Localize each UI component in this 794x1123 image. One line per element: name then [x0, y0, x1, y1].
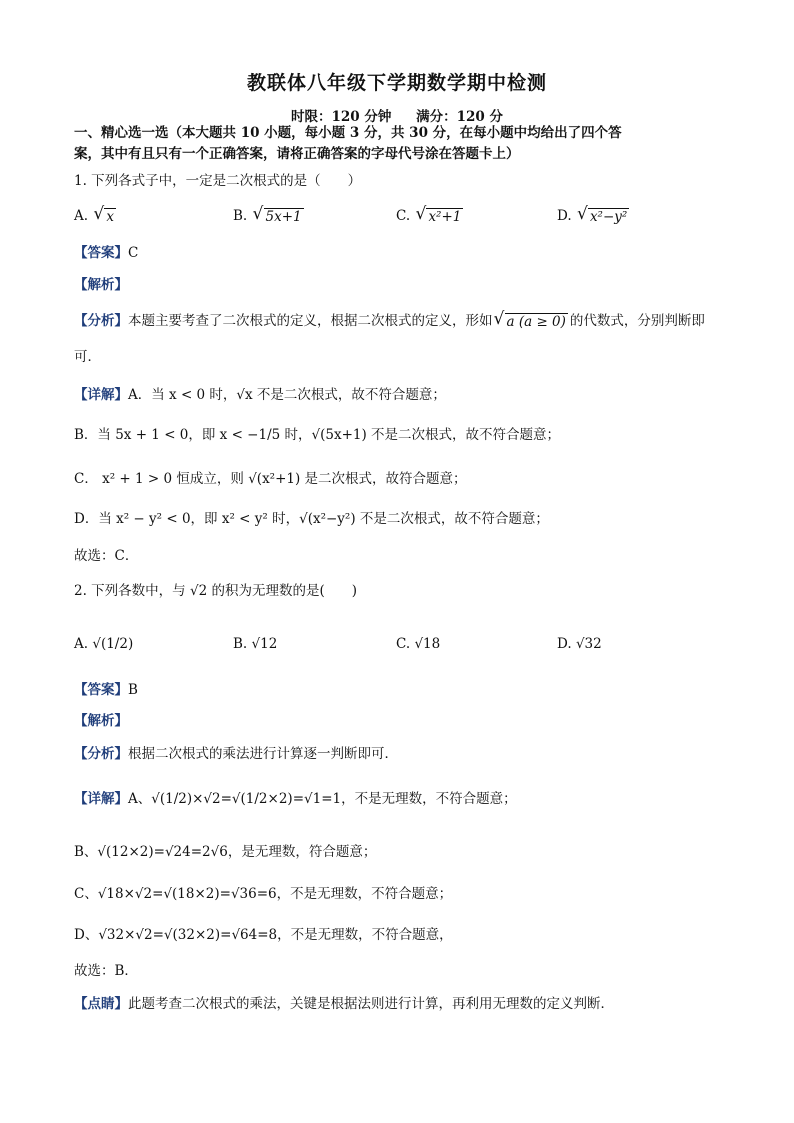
analysis-tag: 【解析】	[74, 713, 128, 729]
q1-conclusion: 故选：C．	[74, 548, 139, 564]
sqrt-icon	[94, 207, 116, 227]
q2-answer	[74, 681, 138, 699]
answer-tag: 【答案】	[74, 245, 128, 261]
q2-dianjing	[74, 995, 614, 1013]
section-heading-line2: 案，其中有且只有一个正确答案，请将正确答案的字母代号涂在答题卡上）	[74, 146, 520, 162]
q1-option-c	[396, 206, 465, 227]
q2-detail-c: C、√18×√2=√(18×2)=√36=6，不是无理数，不符合题意；	[74, 886, 453, 902]
fenxi-text: 本题主要考查了二次根式的定义，根据二次根式的定义，形如	[128, 313, 493, 329]
q2-option-c	[396, 634, 440, 654]
exam-info	[0, 105, 794, 125]
q2-option-d	[557, 634, 602, 654]
q1-detail-c: C． x² + 1 > 0 恒成立，则 √(x²+1) 是二次根式，故符合题意；	[74, 471, 467, 487]
option-label: D.	[557, 636, 572, 652]
q1-detail-a	[74, 386, 446, 404]
dianjing-text: 此题考查二次根式的乘法，关键是根据法则进行计算，再利用无理数的定义判断．	[128, 996, 614, 1012]
q2-detail-d: D、√32×√2=√(32×2)=√64=8，不是无理数，不符合题意，	[74, 927, 453, 943]
option-expr: √12	[251, 636, 278, 652]
option-label: B.	[233, 208, 248, 224]
sqrt-icon	[495, 313, 568, 331]
q1-fenxi	[74, 312, 705, 331]
fenxi-expr: a (a ≥ 0)	[506, 313, 566, 330]
fenxi-tag: 【分析】	[74, 313, 128, 329]
q1-option-a	[74, 206, 118, 227]
q1-stem: 1. 下列各式子中，一定是二次根式的是（ ）	[74, 173, 362, 189]
full-score: 满分：120 分	[416, 109, 503, 125]
q1-answer	[74, 244, 138, 262]
q2-detail-a	[74, 790, 517, 808]
q1-option-b	[233, 206, 306, 227]
fenxi-text: 根据二次根式的乘法进行计算逐一判断即可．	[128, 746, 398, 762]
sqrt-icon	[578, 207, 629, 227]
analysis-tag: 【解析】	[74, 277, 128, 293]
q2-detail-b: B、√(12×2)=√24=2√6，是无理数，符合题意；	[74, 844, 377, 860]
answer-value: B	[128, 682, 138, 698]
option-expr: x²−y²	[589, 208, 628, 225]
q2-option-b	[233, 634, 277, 654]
q1-fenxi-cont: 可．	[74, 349, 101, 365]
q1-option-d	[557, 206, 631, 227]
time-limit: 时限：120 分钟	[291, 109, 392, 125]
option-label: B.	[233, 636, 248, 652]
option-expr: x	[106, 208, 114, 225]
option-expr: x²+1	[428, 208, 462, 225]
q2-fenxi	[74, 745, 398, 763]
option-expr: √32	[575, 636, 602, 652]
q2-conclusion: 故选：B．	[74, 963, 138, 979]
detail-text: A、√(1/2)×√2=√(1/2×2)=√1=1，不是无理数，不符合题意；	[128, 791, 517, 807]
answer-tag: 【答案】	[74, 682, 128, 698]
option-label: D.	[557, 208, 572, 224]
sqrt-icon	[254, 207, 304, 227]
q1-detail-d: D．当 x² − y² < 0，即 x² < y² 时，√(x²−y²) 不是二次根式，故不符合题意；	[74, 511, 549, 527]
fenxi-tag: 【分析】	[74, 746, 128, 762]
detail-tag: 【详解】	[74, 791, 128, 807]
option-expr: √18	[414, 636, 441, 652]
section-heading-line1: 一、精心选一选（本大题共 10 小题，每小题 3 分，共 30 分，在每小题中均给出了四个答	[74, 125, 622, 141]
option-label: C.	[396, 208, 411, 224]
q2-stem: 2. 下列各数中，与 √2 的积为无理数的是( )	[74, 583, 357, 599]
answer-value: C	[128, 245, 139, 261]
detail-text: A．当 x < 0 时，√x 不是二次根式，故不符合题意；	[128, 387, 446, 403]
option-label: C.	[396, 636, 411, 652]
q2-option-a	[74, 634, 133, 654]
option-label: A.	[74, 636, 89, 652]
page-title: 教联体八年级下学期数学期中检测	[246, 72, 547, 94]
option-expr: √(1/2)	[92, 636, 134, 652]
dianjing-tag: 【点睛】	[74, 996, 128, 1012]
detail-tag: 【详解】	[74, 387, 128, 403]
option-expr: 5x+1	[265, 208, 302, 225]
fenxi-text-2: 的代数式，分别判断即	[569, 313, 705, 329]
q2-analysis-tag	[74, 712, 128, 730]
q1-detail-b: B．当 5x + 1 < 0，即 x < −1/5 时，√(5x+1) 不是二次根式，故不符合题意；	[74, 427, 561, 443]
option-label: A.	[74, 208, 89, 224]
q1-analysis-tag	[74, 276, 128, 294]
sqrt-icon	[416, 207, 463, 227]
